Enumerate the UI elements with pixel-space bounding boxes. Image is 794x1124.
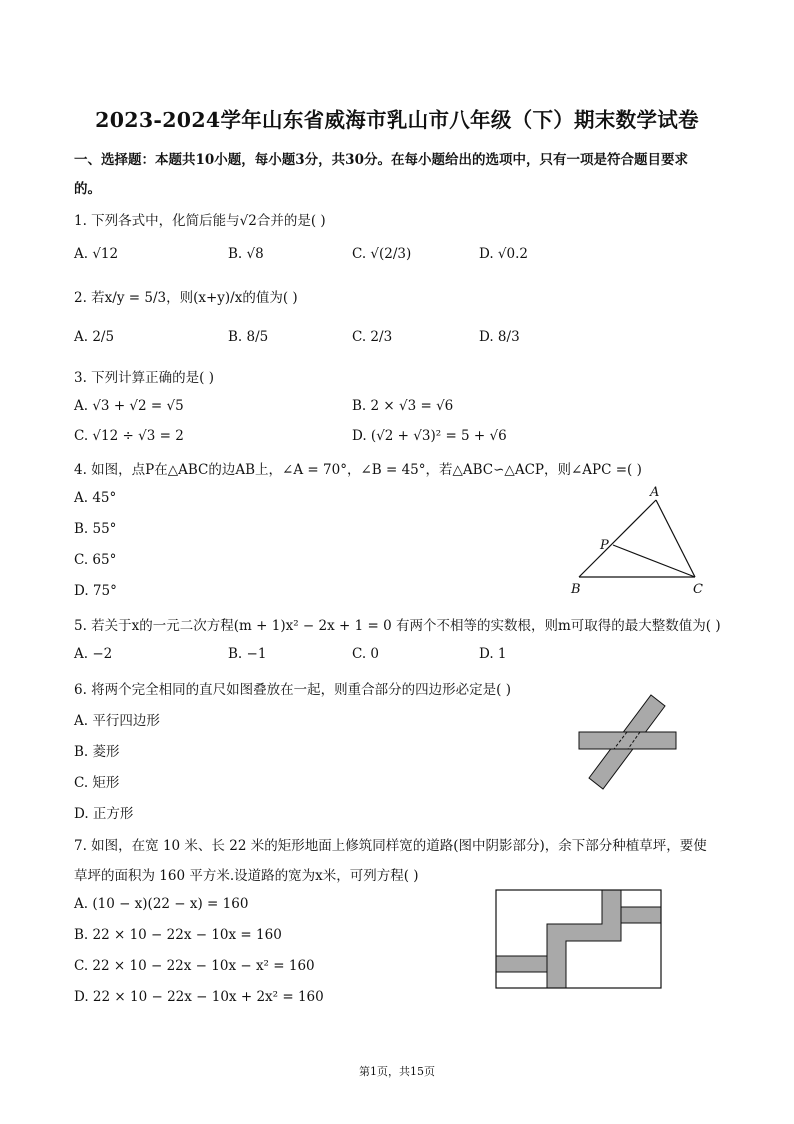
question-7-stem-line2: 草坪的面积为 160 平方米.设道路的宽为x米，可列方程( )	[74, 868, 419, 884]
question-5-option-a: A. −2	[74, 646, 113, 662]
question-6-option-b: B. 菱形	[74, 744, 120, 760]
question-4-option-c: C. 65°	[74, 552, 117, 568]
question-1-option-d: D. √0.2	[479, 246, 528, 262]
question-3-stem: 3. 下列计算正确的是( )	[74, 370, 214, 386]
question-3-option-a: A. √3 + √2 = √5	[74, 398, 184, 414]
question-2-option-a: A. 2/5	[74, 329, 115, 345]
question-4-option-d: D. 75°	[74, 583, 117, 599]
question-5-option-b: B. −1	[228, 646, 267, 662]
question-7-option-c: C. 22 × 10 − 22x − 10x − x² = 160	[74, 958, 315, 974]
road-horizontal-lower	[496, 956, 547, 972]
question-2-option-d: D. 8/3	[479, 329, 520, 345]
question-6-option-d: D. 正方形	[74, 806, 134, 822]
road-figure	[495, 889, 665, 989]
question-6-stem: 6. 将两个完全相同的直尺如图叠放在一起，则重合部分的四边形必定是( )	[74, 682, 511, 698]
question-4-option-b: B. 55°	[74, 521, 117, 537]
question-6-option-c: C. 矩形	[74, 775, 120, 791]
question-1-option-b: B. √8	[228, 246, 264, 262]
question-1-option-a: A. √12	[74, 246, 119, 262]
page-footer: 第1页，共15页	[359, 1065, 435, 1078]
question-2-option-b: B. 8/5	[228, 329, 269, 345]
label-a: A	[650, 485, 660, 500]
question-3-option-c: C. √12 ÷ √3 = 2	[74, 428, 184, 444]
horizontal-ruler	[579, 732, 676, 749]
question-4-stem: 4. 如图，点P在△ABC的边AB上，∠A = 70°，∠B = 45°，若△ABC∽△ACP，则∠APC =( )	[74, 462, 642, 478]
rulers-figure	[575, 692, 681, 792]
label-c: C	[693, 582, 703, 597]
question-5-option-c: C. 0	[352, 646, 380, 662]
question-3-option-d: D. (√2 + √3)² = 5 + √6	[352, 428, 507, 444]
segment-pc	[613, 545, 695, 577]
triangle-side-ac	[656, 500, 695, 577]
question-7-option-a: A. (10 − x)(22 − x) = 160	[74, 896, 249, 912]
label-b: B	[571, 582, 581, 597]
triangle-side-ab	[579, 500, 656, 577]
road-vertical	[547, 890, 621, 988]
question-4-option-a: A. 45°	[74, 490, 117, 506]
question-1-option-c: C. √(2/3)	[352, 246, 412, 262]
section-heading-line1: 一、选择题：本题共10小题，每小题3分，共30分。在每小题给出的选项中，只有一项是符合题目要求	[74, 152, 688, 168]
question-7-option-d: D. 22 × 10 − 22x − 10x + 2x² = 160	[74, 989, 324, 1005]
page-title: 2023-2024学年山东省威海市乳山市八年级（下）期末数学试卷	[95, 108, 699, 132]
section-heading-line2: 的。	[74, 181, 101, 197]
question-2-stem: 2. 若x/y = 5/3，则(x+y)/x的值为( )	[74, 290, 298, 306]
question-5-stem: 5. 若关于x的一元二次方程(m + 1)x² − 2x + 1 = 0 有两个不相等的实数根，则m可取得的最大整数值为( )	[74, 618, 721, 634]
question-1-stem: 1. 下列各式中，化简后能与√2合并的是( )	[74, 213, 326, 229]
triangle-figure	[565, 485, 710, 597]
question-7-option-b: B. 22 × 10 − 22x − 10x = 160	[74, 927, 282, 943]
label-p: P	[600, 538, 609, 553]
question-3-option-b: B. 2 × √3 = √6	[352, 398, 454, 414]
question-6-option-a: A. 平行四边形	[74, 713, 160, 729]
question-5-option-d: D. 1	[479, 646, 507, 662]
road-horizontal-upper	[621, 907, 661, 923]
question-2-option-c: C. 2/3	[352, 329, 393, 345]
question-7-stem-line1: 7. 如图，在宽 10 米、长 22 米的矩形地面上修筑同样宽的道路(图中阴影部分)，余下部分种植草坪，要使	[74, 838, 707, 854]
